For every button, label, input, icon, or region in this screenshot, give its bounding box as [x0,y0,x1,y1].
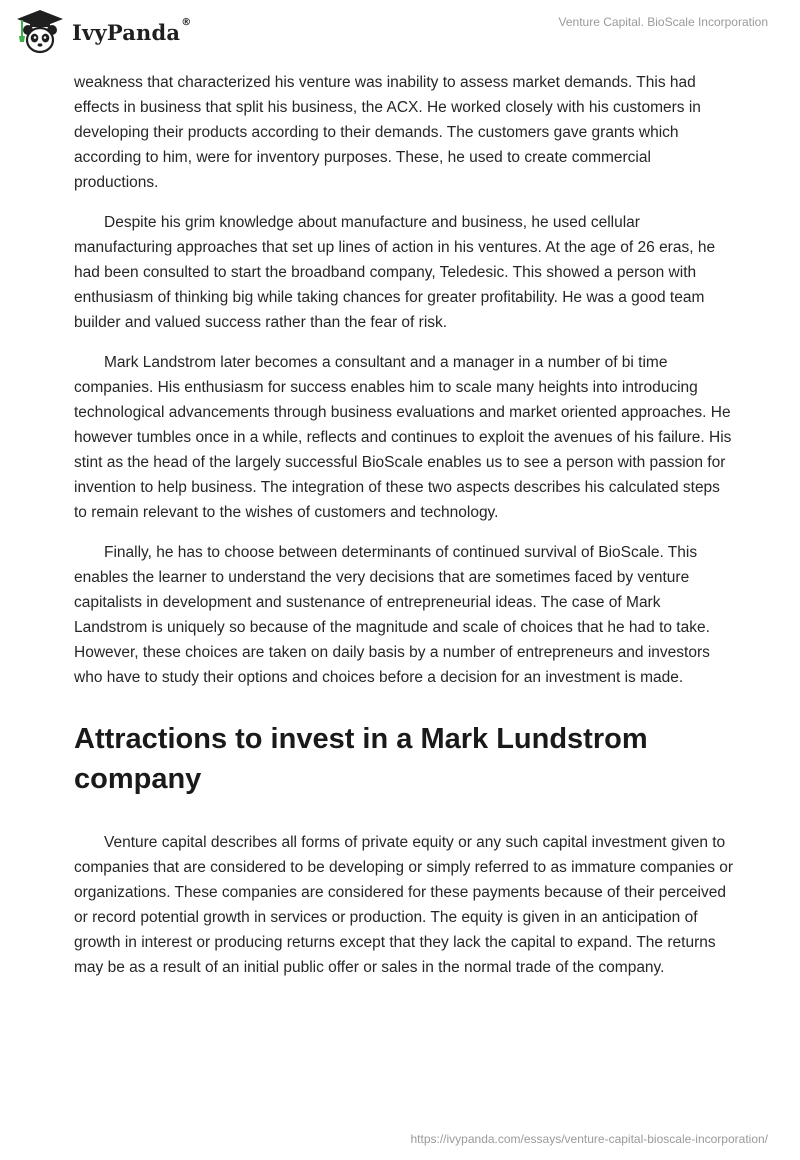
paragraph: Despite his grim knowledge about manufacture and business, he used cellular manufacturing approaches that set up lines of action in his ventures. At the age of 26 eras, he had been consulted to start the broadband company, Teledesic. This showed a person with enthusiasm of thinking big while taking chances for greater profitability. He was a good team builder and valued success rather than the fear of risk. [74,214,716,331]
paragraph: Finally, he has to choose between determinants of continued survival of BioScale. This enables the learner to understand the very decisions that are sometimes faced by venture capitalists in development and sustenance of entrepreneurial ideas. The case of Mark Landstrom is uniquely so because of the magnitude and scale of choices that he had to take. However, these choices are taken on daily basis by a number of entrepreneurs and investors who have to study their options and choices before a decision for an investment is made. [74,544,710,686]
panda-graduation-icon [14,8,66,56]
source-url[interactable]: https://ivypanda.com/essays/venture-capital-bioscale-incorporation/ [410,1132,768,1146]
paragraph: Mark Landstrom later becomes a consultant and a manager in a number of bi time companies. His enthusiasm for success enables him to scale many heights into introducing technological advancements through business evaluations and market oriented approaches. He however tumbles once in a while, reflects and continues to exploit the avenues of his failure. His stint as the head of the largely successful BioScale enables us to see a person with passion for invention to help business. The integration of these two aspects describes his calculated steps to remain relevant to the wishes of customers and technology. [74,354,732,521]
page-header [0,0,800,70]
paragraph-continued: weakness that characterized his venture was inability to assess market demands. This had effects in business that split his business, the ACX. He worked closely with his customers in developing their products according to their demands. The customers gave grants which according to him, were for inventory purposes. These, he used to create commercial productions. [74,74,701,191]
document-title: Venture Capital. BioScale Incorporation [558,15,768,29]
registered-mark: ® [181,16,192,28]
essay-content [74,70,734,995]
section-heading: Attractions to invest in a Mark Lundstrom company [74,723,648,795]
paragraph: Venture capital describes all forms of private equity or any such capital investment given to companies that are considered to be developing or simply referred to as immature companies or organizations. These companies are considered for these payments because of their perceived or record potential growth in services or production. The equity is given in an anticipation of growth in interest or producing returns except that they lack the capital to expand. The returns may be as a result of an initial public offer or sales in the normal trade of the company. [74,834,734,976]
ivypanda-logo[interactable] [14,8,191,56]
logo-wordmark [72,16,192,45]
logo-wordmark-text: IvyPanda [72,19,181,45]
